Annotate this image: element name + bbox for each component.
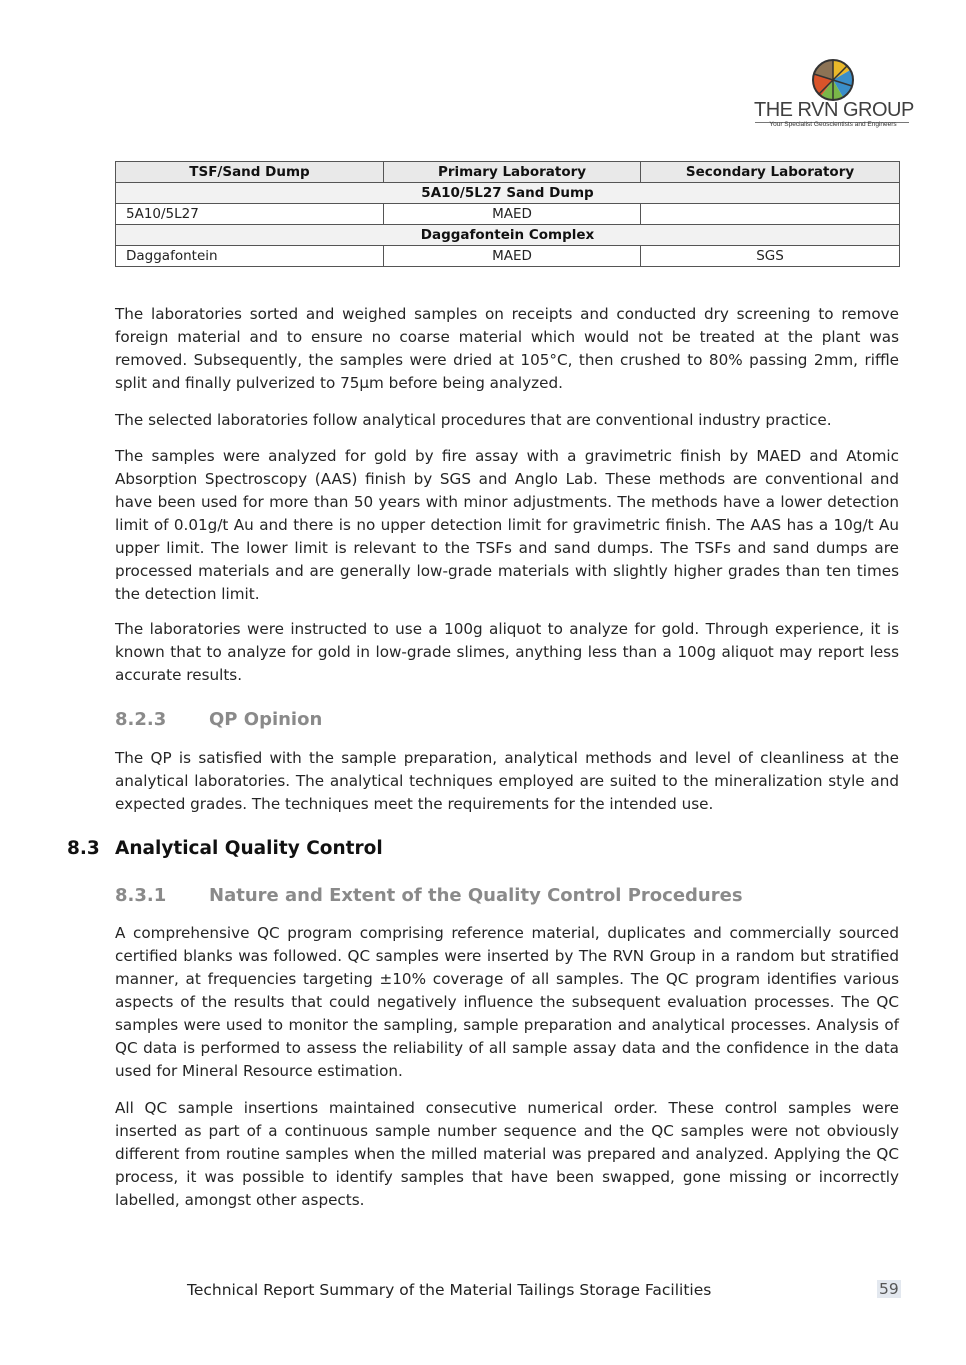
cell-secondary-lab: SGS <box>641 246 900 267</box>
paragraph-qc-insertions: All QC sample insertions maintained consecutive numerical order. These control samples were inserted as part of a continuous sample number sequence and the QC samples were not obviously different from routine samples when the milled material was prepared and analyzed. Applying the QC process, it was possible to identify samples that have been swapped, gone missing or incorrectly labelled, amongst other aspects. <box>115 1099 899 1209</box>
paragraph-procedures: The selected laboratories follow analytical procedures that are conventional industry practice. <box>115 411 832 429</box>
logo-wheel-icon <box>811 58 855 102</box>
col-header-primary-lab: Primary Laboratory <box>384 162 641 183</box>
section-title: Analytical Quality Control <box>115 838 383 859</box>
table-row <box>116 204 900 225</box>
paragraph-qp-opinion: The QP is satisfied with the sample preparation, analytical methods and level of cleanliness at the analytical laboratories. The analytical techniques employed are suited to the mineralization style and expected grades. The techniques meet the requirements for the intended use. <box>115 749 899 813</box>
section-number: 8.3.1 <box>115 885 167 906</box>
company-logo <box>754 58 914 132</box>
paragraph-sample-preparation: The laboratories sorted and weighed samples on receipts and conducted dry screening to remove foreign material and to ensure no coarse material which would not be treated at the plant was removed. Subsequently, the samples were dried at 105°C, then crushed to 80% passing 2mm, riffle split and finally pulverized to 75µm before being analyzed. <box>115 305 899 392</box>
section-heading-8-2-3 <box>115 709 322 730</box>
logo-name: THE RVN GROUP <box>754 99 914 121</box>
paragraph-aliquot: The laboratories were instructed to use a 100g aliquot to analyze for gold. Through experience, it is known that to analyze for gold in low-grade slimes, anything less than a 100g aliquot may report less accurate results. <box>115 620 899 684</box>
paragraph-analysis-methods: The samples were analyzed for gold by fire assay with a gravimetric finish by MAED and Atomic Absorption Spectroscopy (AAS) finish by SGS and Anglo Lab. These methods are conventional and have been used for more than 50 years with minor adjustments. The methods have a lower detection limit of 0.01g/t Au and there is no upper detection limit for gravimetric finish. The AAS has a 10g/t Au upper limit. The lower limit is relevant to the TSFs and sand dumps. The TSFs and sand dumps are processed materials and are generally low-grade materials with slightly higher grades than ten times the detection limit. <box>115 447 899 603</box>
laboratory-table <box>115 161 900 267</box>
table-header-row <box>116 162 900 183</box>
col-header-tsf: TSF/Sand Dump <box>116 162 384 183</box>
section-number: 8.3 <box>67 838 100 859</box>
logo-tagline: Your Specialist Geoscientists and Engineers <box>769 121 897 128</box>
cell-tsf: 5A10/5L27 <box>116 204 384 225</box>
section-title: Nature and Extent of the Quality Control Procedures <box>209 885 743 906</box>
cell-tsf: Daggafontein <box>116 246 384 267</box>
col-header-secondary-lab: Secondary Laboratory <box>641 162 900 183</box>
cell-primary-lab: MAED <box>384 246 641 267</box>
section-heading-8-3-1 <box>115 885 743 906</box>
group-label: Daggafontein Complex <box>116 225 900 246</box>
cell-primary-lab: MAED <box>384 204 641 225</box>
table-group-row <box>116 183 900 204</box>
page-number: 59 <box>879 1280 899 1298</box>
section-heading-8-3 <box>67 838 383 859</box>
group-label: 5A10/5L27 Sand Dump <box>116 183 900 204</box>
section-number: 8.2.3 <box>115 709 167 730</box>
cell-secondary-lab <box>641 204 900 225</box>
table-row <box>116 246 900 267</box>
table-group-row <box>116 225 900 246</box>
footer-report-title: Technical Report Summary of the Material Tailings Storage Facilities <box>187 1281 712 1299</box>
paragraph-qc-program: A comprehensive QC program comprising reference material, duplicates and commercially sourced certified blanks was followed. QC samples were inserted by The RVN Group in a random but stratified manner, at frequencies targeting ±10% coverage of all samples. The QC program identifies various aspects of the results that could negatively influence the subsequent evaluation processes. The QC samples were used to monitor the sampling, sample preparation and analytical processes. Analysis of QC data is performed to assess the reliability of all sample assay data and the confidence in the data used for Mineral Resource estimation. <box>115 924 899 1080</box>
section-title: QP Opinion <box>209 709 323 730</box>
